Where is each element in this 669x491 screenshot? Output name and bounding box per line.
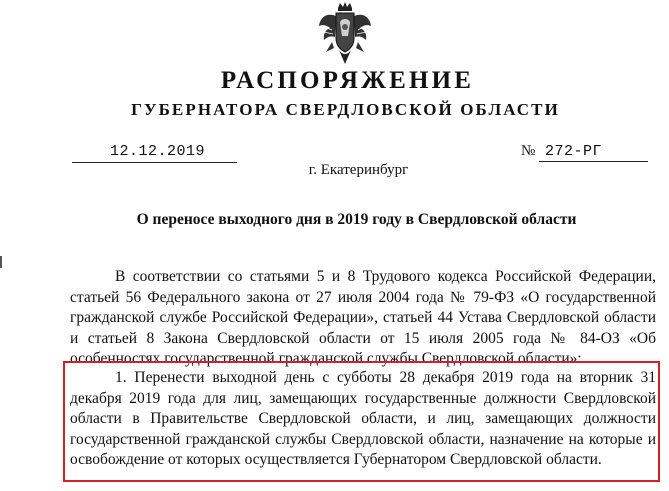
document-issuer: ГУБЕРНАТОРА СВЕРДЛОВСКОЙ ОБЛАСТИ <box>131 100 560 119</box>
date-field <box>72 140 237 163</box>
document-city: г. Екатеринбург <box>308 162 409 178</box>
page-edge-mark <box>0 256 2 268</box>
preamble-paragraph: В соответствии со статьями 5 и 8 Трудового кодекса Российской Федерации, статьей 56 Федерального закона от 27 июля 2004 года № 79-ФЗ «О государственной гражданской службе Российской Федерации», статьей 44 Устава Свердловской области и статьей 8 Закона Свердловской области от 15 июля 2005 года № 84-ОЗ «Об особенностях государственной гражданской службы Свердловской области»: <box>70 268 656 367</box>
number-sign: № <box>521 143 536 159</box>
document-date: 12.12.2019 <box>110 143 206 160</box>
preamble-block <box>70 267 656 370</box>
highlight-box <box>63 361 660 482</box>
document-title: РАСПОРЯЖЕНИЕ <box>220 67 475 94</box>
document-number: 272-РГ <box>545 143 603 160</box>
coat-of-arms-icon <box>318 2 372 66</box>
number-field <box>521 140 648 162</box>
document-heading: О переносе выходного дня в 2019 году в Свердловской области <box>136 211 577 228</box>
item-1-paragraph: 1. Перенести выходной день с субботы 28 декабря 2019 года на вторник 31 декабря 2019 года для лиц, замещающих государственные должности Свердловской области в Правительстве Свердловской области, и лиц, замещающих должности государственной гражданской службы Свердловской области, назначение на которые и освобождение от которых осуществляется Губернатором Свердловской области. <box>70 369 656 468</box>
